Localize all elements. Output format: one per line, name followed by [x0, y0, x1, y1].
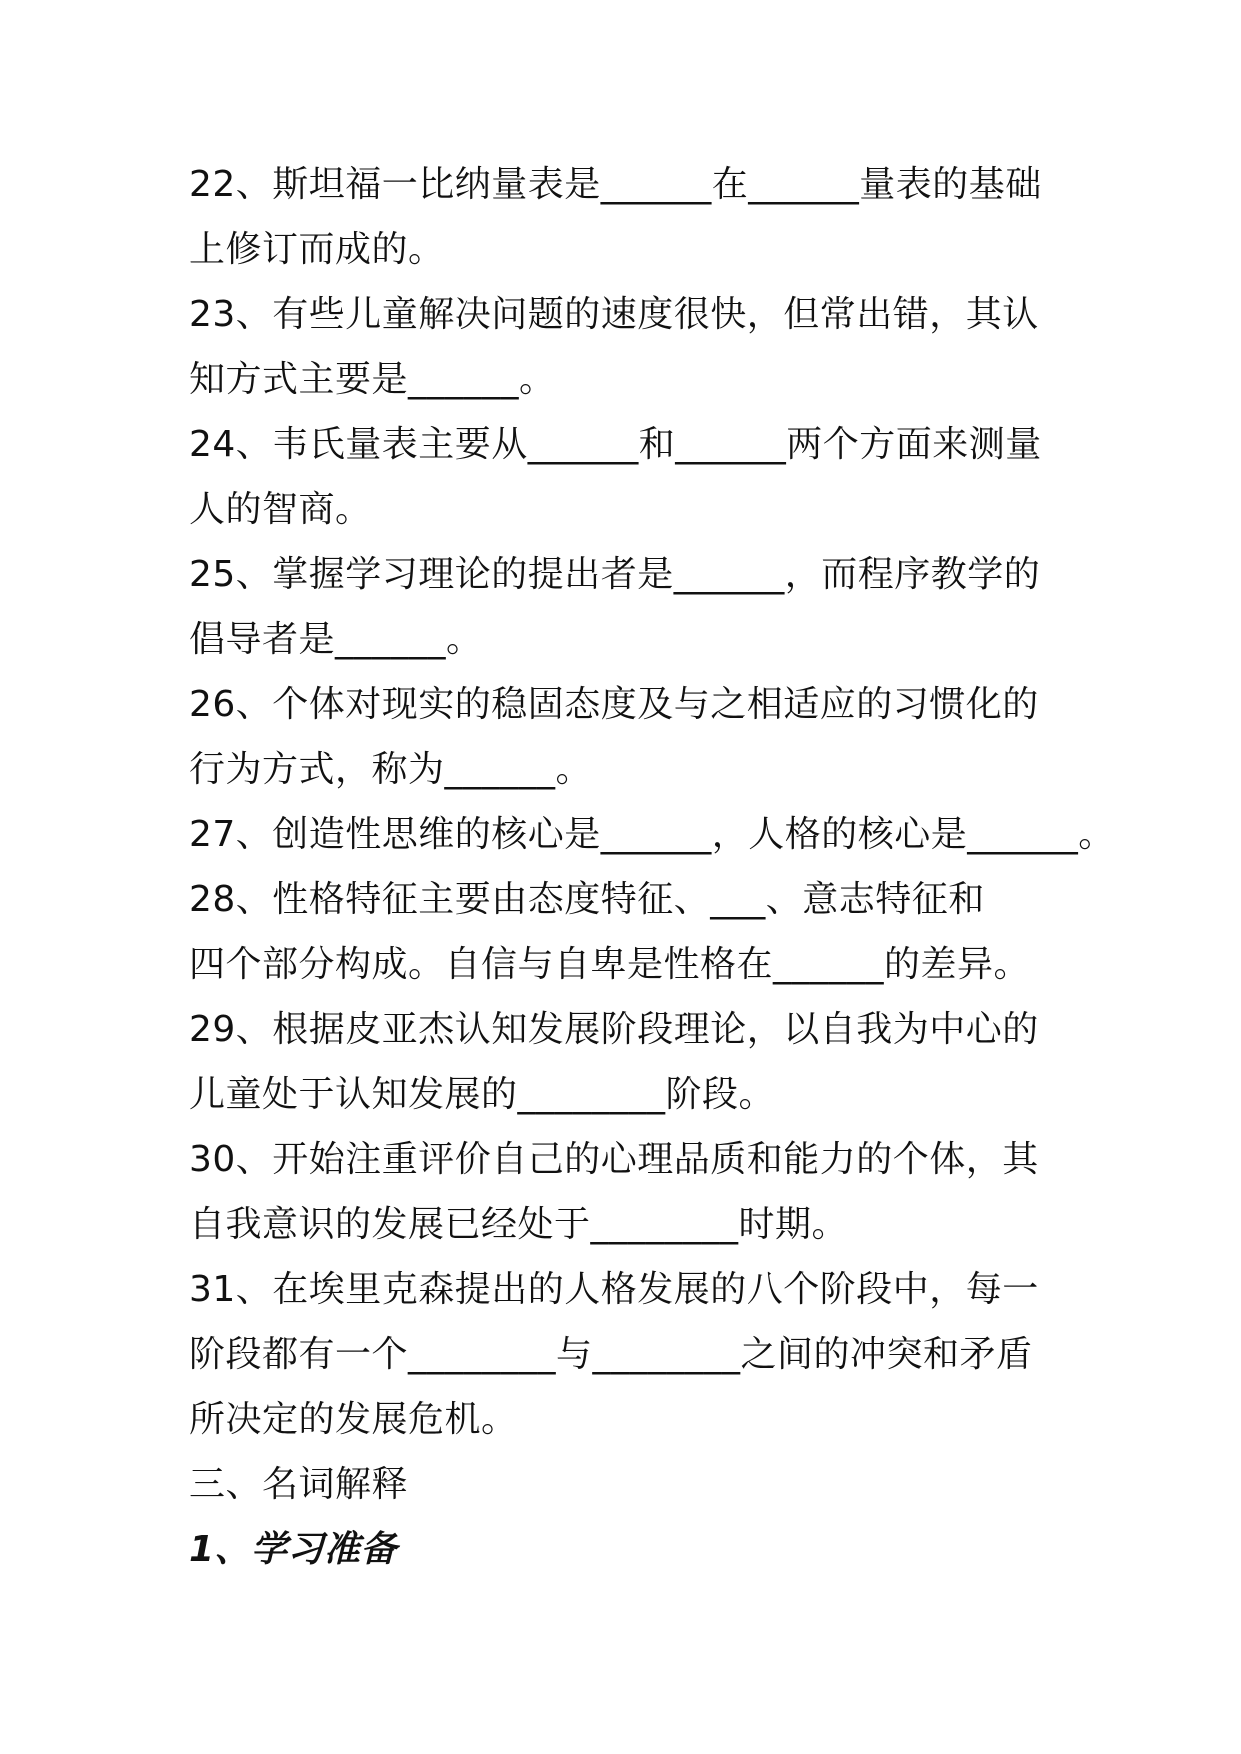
question-22-line-2: 上修订而成的。 [189, 229, 445, 270]
question-27-line-1: 27、创造性思维的核心是______，人格的核心是______。 [189, 814, 1115, 855]
question-31-line-1: 31、在埃里克森提出的人格发展的八个阶段中，每一 [189, 1269, 1039, 1310]
document-body [189, 152, 1189, 1582]
question-26-line-1: 26、个体对现实的稳固态度及与之相适应的习惯化的 [189, 684, 1039, 725]
question-29-line-1: 29、根据皮亚杰认知发展阶段理论，以自我为中心的 [189, 1009, 1039, 1050]
question-23-line-2: 知方式主要是______。 [189, 359, 556, 400]
question-30-line-2: 自我意识的发展已经处于________时期。 [189, 1204, 849, 1245]
question-28-line-1: 28、性格特征主要由态度特征、___、意志特征和 [189, 879, 985, 920]
question-31-line-2: 阶段都有一个________与________之间的冲突和矛盾 [189, 1334, 1033, 1375]
question-25-line-1: 25、掌握学习理论的提出者是______，而程序教学的 [189, 554, 1041, 595]
term-subheading: 1、学习准备 [189, 1529, 398, 1570]
question-23-line-1: 23、有些儿童解决问题的速度很快，但常出错，其认 [189, 294, 1039, 335]
question-26-line-2: 行为方式，称为______。 [189, 749, 593, 790]
question-28-line-2: 四个部分构成。自信与自卑是性格在______的差异。 [189, 944, 1031, 985]
question-25-line-2: 倡导者是______。 [189, 619, 483, 660]
question-24-line-2: 人的智商。 [189, 489, 372, 530]
question-30-line-1: 30、开始注重评价自己的心理品质和能力的个体，其 [189, 1139, 1039, 1180]
question-31-line-3: 所决定的发展危机。 [189, 1399, 518, 1440]
question-22-line-1: 22、斯坦福一比纳量表是______在______量表的基础 [189, 164, 1042, 205]
section-heading: 三、名词解释 [189, 1464, 409, 1505]
question-24-line-1: 24、韦氏量表主要从______和______两个方面来测量 [189, 424, 1042, 465]
question-29-line-2: 儿童处于认知发展的________阶段。 [189, 1074, 776, 1115]
